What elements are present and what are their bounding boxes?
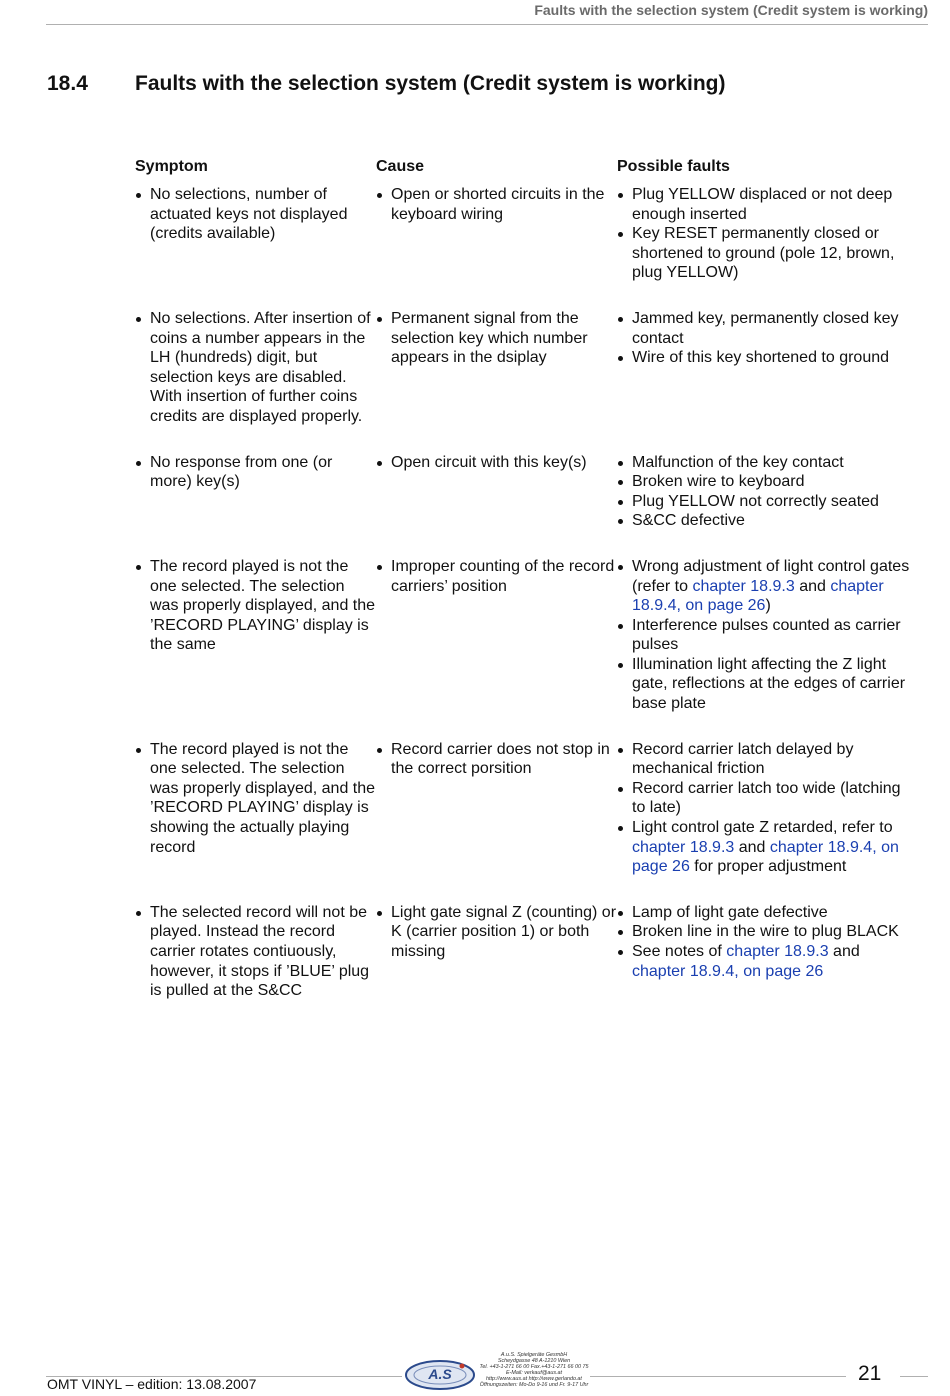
column-header-symptom: Symptom — [135, 158, 208, 175]
fault-item — [617, 922, 917, 942]
chapter-link[interactable]: chapter 18.9.4, on page 26 — [632, 838, 899, 876]
symptom-cell — [135, 557, 376, 714]
chapter-link[interactable]: chapter 18.9.3 — [692, 577, 795, 595]
symptom-item: No selections. After insertion of coins a number appears in the LH (hundreds) digit, but selection keys are disabled. With insertion of further coins credits are displayed properly. — [135, 309, 376, 427]
symptom-cell — [135, 740, 376, 877]
fault-item — [617, 472, 917, 492]
fault-item — [617, 779, 917, 818]
faults-cell — [617, 740, 917, 877]
fault-text: Jammed key, permanently closed key contact — [632, 309, 899, 347]
faults-cell — [617, 185, 917, 283]
fault-text: See notes of — [632, 943, 727, 960]
fault-text: Key RESET permanently closed or shortened to ground (pole 12, brown, plug YELLOW) — [632, 225, 895, 282]
fault-text: Broken line in the wire to plug BLACK — [632, 923, 899, 941]
fault-text: Malfunction of the key contact — [632, 453, 844, 471]
cause-item: Permanent signal from the selection key which number appears in the dsiplay — [376, 309, 617, 368]
fault-text: S&CC defective — [632, 512, 745, 530]
page-number: 21 — [858, 1362, 882, 1385]
fault-row — [135, 453, 925, 531]
fault-row — [135, 557, 925, 714]
symptom-item: The selected record will not be played. Instead the record carrier rotates contiuously, however, it stops if ’BLUE’ plug is pulled at the S&CC — [135, 903, 376, 1001]
fault-item — [617, 224, 917, 283]
fault-text: Light control gate Z retarded, refer to — [632, 819, 893, 837]
fault-text: Plug YELLOW not correctly seated — [632, 492, 879, 510]
symptom-item: No selections, number of actuated keys not displayed (credits available) — [135, 185, 376, 244]
fault-text: Broken wire to keyboard — [632, 473, 805, 491]
faults-cell — [617, 453, 917, 531]
fault-text: Interference pulses counted as carrier pulses — [632, 616, 901, 654]
company-logo — [404, 1352, 590, 1396]
cause-item: Improper counting of the record carriers’ position — [376, 557, 617, 596]
cause-item: Record carrier does not stop in the correct porsition — [376, 740, 617, 779]
symptom-item: The record played is not the one selected. The selection was properly displayed, and the ’RECORD PLAYING’ display is the same — [135, 557, 376, 655]
chapter-link[interactable]: chapter 18.9.3 — [726, 943, 829, 960]
logo-address-line: Tel. +43-1-271 66 00 Fax.+43-1-271 66 00 75 — [479, 1364, 589, 1370]
fault-item — [617, 818, 917, 877]
symptom-cell — [135, 309, 376, 427]
fault-text: and — [794, 577, 831, 595]
section-number: 18.4 — [47, 72, 88, 95]
fault-item — [617, 511, 917, 531]
fault-row — [135, 309, 925, 427]
fault-row — [135, 185, 925, 283]
chapter-link[interactable]: chapter 18.9.3 — [632, 838, 735, 856]
faults-cell — [617, 309, 917, 427]
fault-text: Record carrier latch delayed by mechanical friction — [632, 740, 854, 778]
logo-address-line: E-Mail: verkauf@aus.at — [505, 1370, 563, 1376]
cause-item: Open or shorted circuits in the keyboard wiring — [376, 185, 617, 224]
fault-item — [617, 492, 917, 512]
fault-item — [617, 185, 917, 224]
logo-address-line: http://www.aus.at http://www.gerlando.at — [486, 1376, 582, 1382]
fault-item — [617, 309, 917, 348]
fault-text: Record carrier latch too wide (latching to late) — [632, 779, 901, 817]
fault-item — [617, 655, 917, 714]
fault-item — [617, 453, 917, 473]
running-header: Faults with the selection system (Credit system is working) — [534, 2, 928, 18]
cause-cell — [376, 309, 617, 427]
cause-item: Light gate signal Z (counting) or K (carrier position 1) or both missing — [376, 903, 617, 962]
fault-text: ) — [765, 597, 771, 615]
cause-cell — [376, 557, 617, 714]
symptom-item: The record played is not the one selected. The selection was properly displayed, and the ’RECORD PLAYING’ display is showing the actually playing record — [135, 740, 376, 858]
chapter-link[interactable]: chapter 18.9.4, on page 26 — [632, 577, 884, 615]
fault-text: for proper adjustment — [689, 858, 847, 876]
fault-item — [617, 616, 917, 655]
fault-item — [617, 942, 917, 981]
cause-cell — [376, 740, 617, 877]
fault-item — [617, 348, 917, 368]
footer-rule — [590, 1376, 846, 1377]
footer-edition: OMT VINYL – edition: 13.08.2007 — [47, 1376, 257, 1392]
column-header-faults: Possible faults — [617, 158, 730, 175]
fault-row — [135, 903, 925, 1001]
cause-cell — [376, 903, 617, 1001]
fault-text: Wrong adjustment of light control gates (refer to — [632, 557, 910, 595]
footer-rule — [900, 1376, 928, 1377]
cause-item: Open circuit with this key(s) — [376, 453, 617, 473]
section-heading — [47, 72, 725, 96]
fault-text: Lamp of light gate defective — [632, 903, 828, 921]
cause-cell — [376, 185, 617, 283]
fault-text: Plug YELLOW displaced or not deep enough inserted — [632, 186, 893, 223]
faults-cell — [617, 557, 917, 714]
cause-cell — [376, 453, 617, 531]
symptom-cell — [135, 453, 376, 531]
symptom-cell — [135, 903, 376, 1001]
fault-text: Wire of this key shortened to ground — [632, 349, 890, 367]
fault-text: and — [828, 943, 860, 960]
logo-mark-text: A.S — [428, 1366, 452, 1382]
column-header-cause: Cause — [376, 158, 425, 175]
logo-address-line: Scheydgasse 48 A-1210 Wien — [497, 1358, 571, 1364]
fault-item — [617, 557, 917, 616]
fault-item — [617, 903, 917, 923]
header-rule — [46, 24, 928, 25]
faults-cell — [617, 903, 917, 1001]
fault-row — [135, 740, 925, 877]
chapter-link[interactable]: chapter 18.9.4, on page 26 — [632, 962, 824, 980]
fault-item — [617, 740, 917, 779]
logo-address-line: A.u.S. Spielgeräte GesmbH — [500, 1352, 568, 1358]
symptom-item: No response from one (or more) key(s) — [135, 453, 376, 492]
section-title: Faults with the selection system (Credit system is working) — [135, 72, 726, 95]
aus-logo-icon — [404, 1356, 476, 1392]
fault-text: Illumination light affecting the Z light gate, reflections at the edges of carrier base plate — [632, 655, 906, 713]
logo-address — [478, 1352, 590, 1388]
logo-address-line: Öffnungszeiten: Mo-Do 9-16 und Fr. 9-17 Uhr — [479, 1382, 589, 1388]
symptom-cell — [135, 185, 376, 283]
fault-text: and — [734, 838, 770, 856]
fault-table — [135, 185, 925, 1027]
